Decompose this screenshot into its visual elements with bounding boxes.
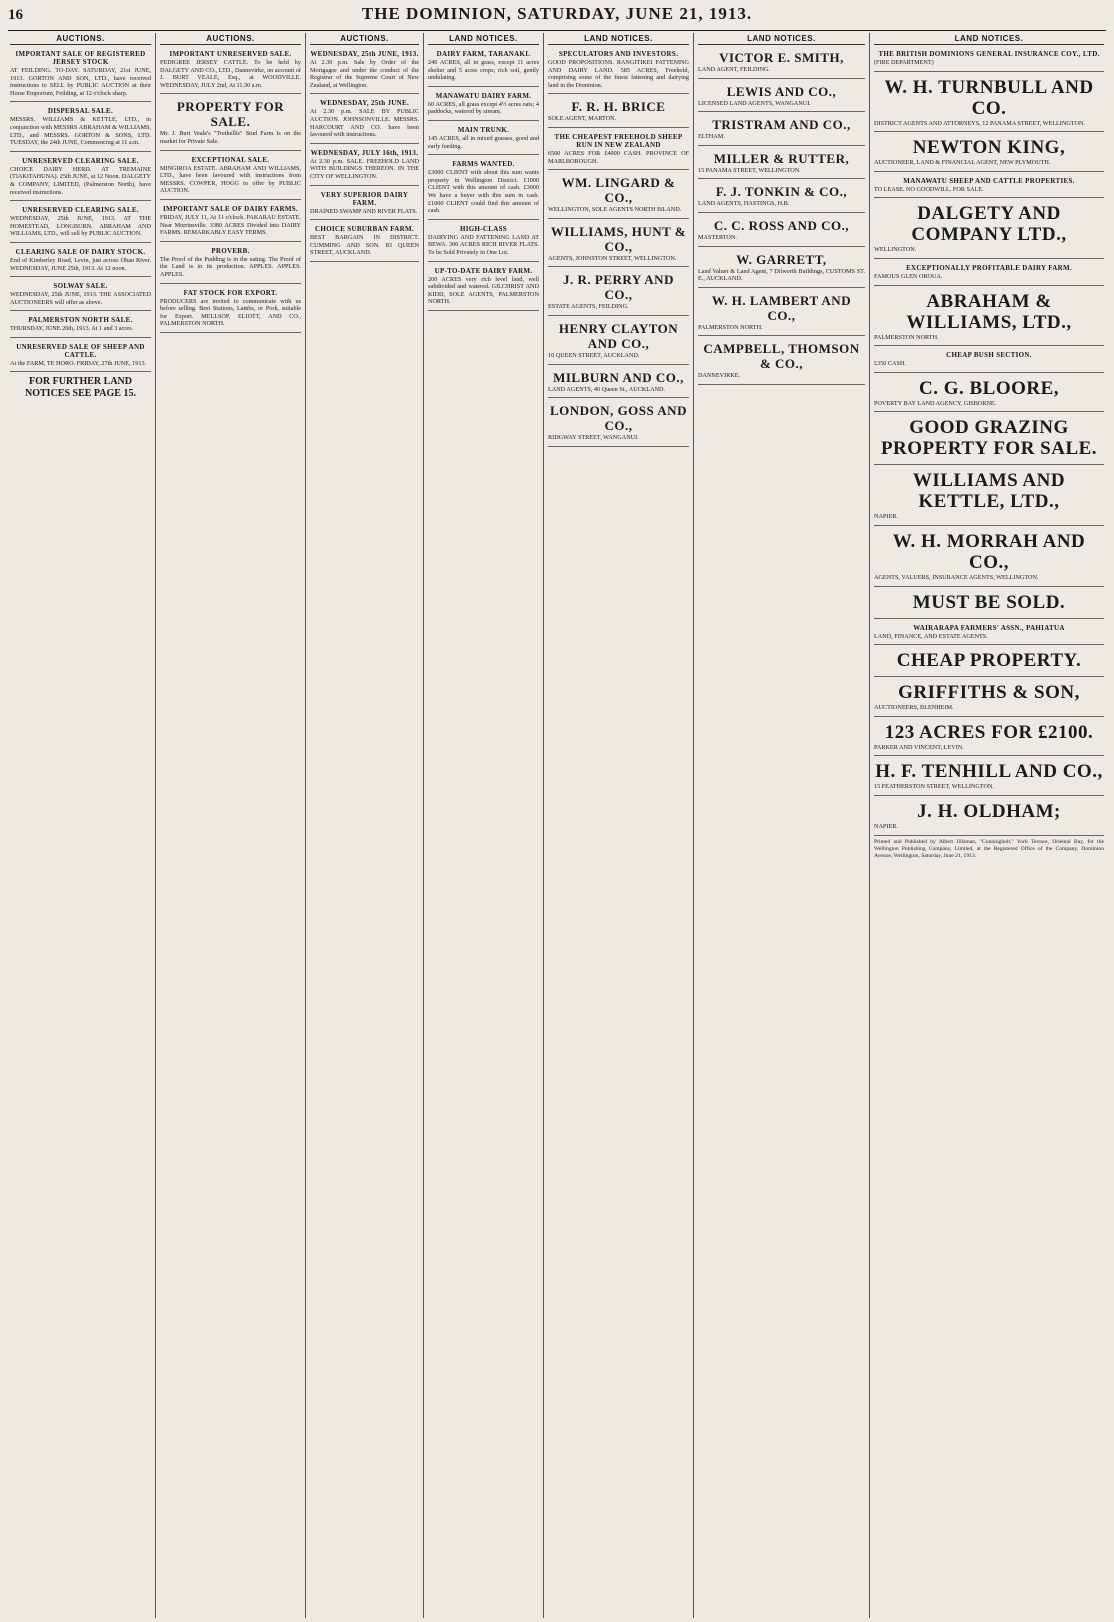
advertisement <box>698 291 865 337</box>
advertisement-title: FARMS WANTED. <box>452 160 515 169</box>
advertisement-title: CAMPBELL, THOMSON & CO., <box>703 341 860 372</box>
advertisement <box>10 341 151 373</box>
advertisement <box>874 799 1104 836</box>
advertisement-body: RIDGWAY STREET, WANGANUI. <box>548 434 639 442</box>
advertisement-title: W. H. TURNBULL AND CO. <box>884 76 1094 119</box>
column-heading: LAND NOTICES. <box>874 33 1104 45</box>
advertisement-body: ESTATE AGENTS, FEILDING. <box>548 303 629 311</box>
advertisement-body: At 2.30 p.m. SALE BY PUBLIC AUCTION. JOHNSONVILLE. MESSRS. HARCOURT AND CO. have been favoured with instructions. <box>310 108 419 139</box>
advertisement <box>10 314 151 338</box>
advertisement <box>310 223 419 262</box>
advertisement <box>428 158 539 220</box>
advertisement <box>874 720 1104 757</box>
advertisement <box>428 90 539 121</box>
advertisement-title: DISPERSAL SALE. <box>47 107 114 116</box>
advertisement-body: AUCTIONEER, LAND & FINANCIAL AGENT, NEW PLYMOUTH. <box>874 159 1051 167</box>
advertisement <box>548 97 689 128</box>
advertisement <box>698 216 865 247</box>
advertisement-title: CLEARING SALE OF DAIRY STOCK. <box>15 247 146 256</box>
advertisement-title: J. H. OLDHAM; <box>917 800 1061 822</box>
advertisement-title: THE BRITISH DOMINIONS GENERAL INSURANCE COY., LTD. <box>878 50 1100 58</box>
advertisement-title: NEWTON KING, <box>912 137 1066 159</box>
advertisement-title: IMPORTANT UNRESERVED SALE. <box>169 50 292 58</box>
advertisement <box>548 401 689 447</box>
advertisement-title: HIGH-CLASS <box>460 224 507 233</box>
advertisement-title: PROVERB. <box>211 246 250 255</box>
advertisement-title: VICTOR E. SMITH, <box>719 50 844 65</box>
advertisement <box>310 48 419 94</box>
advertisement-title: C. G. BLOORE, <box>918 377 1060 399</box>
advertisement-body: PEDIGREE JERSEY CATTLE. To be held by DALGETY AND CO., LTD., Dannevirke, on account of J. BURT VEALE, Esq., at WOODVILLE. WEDNESDAY, JULY 2nd, At 11.30 a.m. <box>160 59 301 89</box>
advertisement-body: PRODUCERS are invited to communicate with us before selling. Best Stations, Lambs, or Pork, suitable for Export. MELLSOP, ELIOTT, AND CO., PALMERSTON NORTH. <box>160 297 301 328</box>
advertisement-body: £3000 CLIENT with about this sum wants property in Wellington District. £1000 CLIENT with this amount of cash. £3000 We have a buyer with this sum in cash. £1000 CLIENT could find this amount of cash. <box>428 169 539 215</box>
advertisement-title: UNRESERVED CLEARING SALE. <box>22 156 139 165</box>
advertisement-title: HENRY CLAYTON AND CO., <box>558 320 679 351</box>
advertisement-title: IMPORTANT SALE OF DAIRY FARMS. <box>163 204 298 213</box>
advertisement-title: DAIRY FARM, TARANAKI. <box>436 50 531 58</box>
column-1 <box>6 33 156 1618</box>
advertisement <box>548 222 689 268</box>
advertisement-title: SPECULATORS AND INVESTORS. <box>558 50 679 58</box>
advertisement-body: LAND AGENTS, HASTINGS, H.B. <box>698 200 790 208</box>
advertisement-body: ELTHAM. <box>698 133 725 141</box>
advertisement-title: MUST BE SOLD. <box>912 591 1066 613</box>
advertisement-title: J. R. PERRY AND CO., <box>563 272 674 303</box>
advertisement-title: F. J. TONKIN & CO., <box>715 184 848 200</box>
advertisement-title: MANAWATU SHEEP AND CATTLE PROPERTIES. <box>903 176 1075 185</box>
advertisement <box>160 203 301 242</box>
advertisement-body: WELLINGTON. <box>874 246 917 254</box>
masthead <box>8 4 1106 31</box>
advertisement <box>874 759 1104 796</box>
advertisement <box>10 280 151 311</box>
advertisement-title: MANAWATU DAIRY FARM. <box>435 91 532 100</box>
advertisement-body: DRAINED SWAMP AND RIVER FLATS. <box>310 207 418 215</box>
advertisement-body: WEDNESDAY, 25th JUNE, 1913. THE ASSOCIATED AUCTIONEERS will offer as above. <box>10 291 151 306</box>
advertisement <box>160 97 301 150</box>
advertisement-body: 200 ACRES very rich level land, well subdivided and watered. GILCHRIST AND KIDD, SOLE AGENTS, PALMERSTON NORTH. <box>428 275 539 306</box>
advertisement-title: WEDNESDAY, 25th JUNE. <box>319 99 410 108</box>
advertisement-body: At the FARM, TE HORO. FRIDAY, 27th JUNE, 1913. <box>10 359 147 367</box>
advertisement <box>428 223 539 262</box>
advertisement-title: WILLIAMS, HUNT & CO., <box>550 223 687 254</box>
advertisement-body: THURSDAY, JUNE 26th, 1913. At 1 and 3 acres. <box>10 325 134 333</box>
advertisement-title: PROPERTY FOR SALE. <box>176 99 285 130</box>
column-3 <box>306 33 424 1618</box>
advertisement <box>10 48 151 102</box>
advertisement-body: SOLE AGENT, MARTON. <box>548 115 617 123</box>
column-heading: LAND NOTICES. <box>698 33 865 45</box>
advertisement <box>10 105 151 151</box>
advertisement-title: WEDNESDAY, 25th JUNE, 1913. <box>310 50 419 58</box>
advertisement-body: PARKER AND VINCENT, LEVIN. <box>874 743 964 751</box>
advertisement-body: At 2.30 p.m. Sale by Order of the Mortgagee and under the conduct of the Registrar of the Supreme Court of New Zealand, at Wellington. <box>310 59 419 89</box>
advertisement <box>548 48 689 94</box>
advertisement-body: LAND AGENTS, 40 Queen St., AUCKLAND. <box>548 385 666 393</box>
advertisement <box>160 48 301 94</box>
advertisement-title: ABRAHAM & WILLIAMS, LTD., <box>906 290 1072 333</box>
advertisement-title: F. R. H. BRICE <box>571 99 666 115</box>
advertisement-body: 240 ACRES, all in grass, except 11 acres shelter and 5 acres crops; rich soil, gently undulating. <box>428 59 539 82</box>
printer-imprint: Printed and Published by Albert Jillsman, "Conningholt," York Terrace, Oriental Bay, for the Wellington Publishing Company, Limited, at the Registered Office of the Company, Dominion Avenue, Wellington, Saturday, June 21, 1913. <box>874 838 1104 859</box>
advertisement <box>698 115 865 146</box>
advertisement <box>874 468 1104 526</box>
advertisement <box>698 182 865 213</box>
advertisement <box>310 189 419 221</box>
advertisement-body: WEDNESDAY, 25th JUNE, 1913. AT THE HOMESTEAD, LONGBURN. ABRAHAM AND WILLIAMS, LTD., will sell by PUBLIC AUCTION. <box>10 215 151 238</box>
advertisement <box>698 48 865 79</box>
advertisement-body: MINGIROA ESTATE. ABRAHAM AND WILLIAMS, LTD., have been favoured with instructions from MESSRS. COWPER, HOGG to offer by PUBLIC AUCTION. <box>160 164 301 195</box>
advertisement <box>10 155 151 201</box>
advertisement-body: £350 CASH. <box>874 360 906 368</box>
advertisement-body: POVERTY BAY LAND AGENCY, GISBORNE. <box>874 399 997 407</box>
further-notices-footer: FOR FURTHER LAND NOTICES SEE PAGE 15. <box>25 376 136 400</box>
paper-title: THE DOMINION, SATURDAY, JUNE 21, 1913. <box>361 4 753 23</box>
advertisement <box>310 97 419 143</box>
columns <box>6 33 1108 1618</box>
advertisement-body: GOOD PROPOSITIONS. RANGITIKEI FATTENING AND DAIRY LAND. 585 ACRES, Freehold, comprising some of the finest fattening and dairying land in the Dominion. <box>548 59 689 89</box>
advertisement-title: VERY SUPERIOR DAIRY FARM. <box>320 190 409 207</box>
advertisement-title: H. F. TENHILL AND CO., <box>875 761 1103 783</box>
advertisement-body: AT FEILDING. TO-DAY. SATURDAY, 21st JUNE, 1913. GORTON AND SON, LTD., have received instructions to SELL by PUBLIC AUCTION at their Horse Emporium, Feilding, at 12 o'clock sharp. <box>10 67 151 97</box>
advertisement-title: EXCEPTIONAL SALE. <box>191 155 270 164</box>
advertisement <box>874 529 1104 587</box>
advertisement-title: CHOICE SUBURBAN FARM. <box>315 225 414 234</box>
advertisement-body: LAND, FINANCE, AND ESTATE AGENTS. <box>874 632 988 640</box>
advertisement-body: The Proof of the Pudding is in the eating. The Proof of the Land is in its production. APPLES. APPLES. APPLES. <box>160 255 301 278</box>
advertisement-title: PALMERSTON NORTH SALE. <box>28 316 133 325</box>
advertisement <box>698 339 865 385</box>
advertisement-body: AGENTS, VALUERS, INSURANCE AGENTS, WELLINGTON. <box>874 573 1039 581</box>
advertisement <box>874 201 1104 259</box>
advertisement-title: MILBURN AND CO., <box>553 369 684 385</box>
advertisement <box>428 124 539 155</box>
advertisement-body: End of Kimberley Road, Levin, just across Ohau River. WEDNESDAY, JUNE 25th, 1913. At 12 noon. <box>10 256 151 272</box>
advertisement-title: WEDNESDAY, JULY 16th, 1913. <box>310 148 419 157</box>
advertisement <box>310 147 419 186</box>
advertisement-title: CHEAP BUSH SECTION. <box>946 351 1032 360</box>
advertisement-body: DISTRICT AGENTS AND ATTORNEYS, 12 PANAMA STREET, WELLINGTON. <box>874 119 1085 127</box>
advertisement <box>874 75 1104 133</box>
advertisement-body: NAPIER. <box>874 513 898 521</box>
advertisement-title: UNRESERVED SALE OF SHEEP AND CATTLE. <box>16 342 145 359</box>
advertisement-body: NAPIER. <box>874 822 898 830</box>
advertisement-body: FRIDAY, JULY 11, At 11 o'clock. PAKARAU ESTATE. Near Morrinsville. 3380 ACRES Divided into DAIRY FARMS. REMARKABLY EASY TERMS. <box>160 213 301 237</box>
advertisement <box>160 154 301 200</box>
advertisement-title: LONDON, GOSS AND CO., <box>550 403 687 434</box>
advertisement <box>160 287 301 333</box>
advertisement-body: PALMERSTON NORTH. <box>874 333 939 341</box>
column-2 <box>156 33 306 1618</box>
advertisement-title: THE CHEAPEST FREEHOLD SHEEP RUN IN NEW ZEALAND <box>554 132 683 149</box>
advertisement-title: C. C. ROSS AND CO., <box>713 217 850 233</box>
advertisement <box>428 265 539 311</box>
advertisement-title: MILLER & RUTTER, <box>713 150 850 166</box>
advertisement-title: FAT STOCK FOR EXPORT. <box>183 288 278 297</box>
column-7 <box>870 33 1108 1618</box>
column-heading: LAND NOTICES. <box>548 33 689 45</box>
advertisement-title: LEWIS AND CO., <box>726 83 837 99</box>
advertisement-title: WAIRARAPA FARMERS' ASSN., PAHIATUA <box>913 623 1065 632</box>
advertisement-body: CHOICE DAIRY HERD. AT TREMAINE (TIAKITAHUNA). 25th JUNE, at 12 Noon. DALGETY & COMPANY, LIMITED, (Palmerston North), have received instructions. <box>10 165 151 196</box>
advertisement-title: 123 ACRES FOR £2100. <box>884 721 1094 743</box>
advertisement <box>874 135 1104 172</box>
advertisement-body: At 2.30 p.m. SALE. FREEHOLD LAND WITH BUILDINGS THEREON. IN THE CITY OF WELLINGTON. <box>310 157 419 180</box>
advertisement-body: BEST BARGAIN IN DISTRICT. CUMMING AND SON. 83 QUEEN STREET, AUCKLAND. <box>310 234 419 257</box>
advertisement <box>548 131 689 170</box>
advertisement-title: W. GARRETT, <box>736 251 827 267</box>
advertisement-title: DALGETY AND COMPANY LTD., <box>911 203 1067 246</box>
advertisement-body: 145 ACRES, all in mixed grasses, good and early feeding. <box>428 134 539 150</box>
advertisement <box>548 368 689 399</box>
column-6 <box>694 33 870 1618</box>
advertisement-body: TO LEASE. NO GOODWILL. FOR SALE. <box>874 185 984 193</box>
advertisement-title: MAIN TRUNK. <box>457 125 510 134</box>
advertisement-body: 6500 ACRES FOR £4000 CASH. PROVINCE OF MARLBOROUGH. <box>548 149 689 165</box>
advertisement-title: UP-TO-DATE DAIRY FARM. <box>434 266 533 275</box>
advertisement-body: 15 PANAMA STREET, WELLINGTON. <box>698 166 801 174</box>
advertisement <box>698 250 865 288</box>
advertisement-title: EXCEPTIONALLY PROFITABLE DAIRY FARM. <box>906 263 1072 272</box>
advertisement-body: PALMERSTON NORTH. <box>698 323 763 331</box>
advertisement <box>160 245 301 284</box>
advertisement-body: WELLINGTON, SOLE AGENTS NORTH ISLAND. <box>548 206 682 214</box>
advertisement <box>10 204 151 243</box>
column-4 <box>424 33 544 1618</box>
advertisement-body: Land Valuer & Land Agent, 7 Dilworth Buildings, CUSTOMS ST. E., AUCKLAND. <box>698 267 865 283</box>
advertisement <box>874 349 1104 373</box>
advertisement-title: UNRESERVED CLEARING SALE. <box>22 206 139 215</box>
advertisement-body: 10 QUEEN STREET, AUCKLAND. <box>548 351 640 359</box>
advertisement-title: W. H. LAMBERT AND CO., <box>711 292 852 323</box>
advertisement-body: FAMOUS GLEN OROUA. <box>874 272 943 280</box>
advertisement-title: GOOD GRAZING PROPERTY FOR SALE. <box>880 417 1098 460</box>
advertisement-body: Mr. J. Burt Veale's "Trethellis" Stud Farm is on the market for Private Sale. <box>160 130 301 145</box>
advertisement-title: CHEAP PROPERTY. <box>896 650 1082 672</box>
advertisement <box>874 48 1104 72</box>
advertisement-title: SOLWAY SALE. <box>53 282 108 291</box>
column-heading: LAND NOTICES. <box>428 33 539 45</box>
advertisement-body: DANNEVIRKE. <box>698 372 741 380</box>
advertisement <box>548 270 689 316</box>
advertisement <box>874 175 1104 199</box>
advertisement <box>874 262 1104 286</box>
advertisement <box>874 289 1104 347</box>
column-heading: AUCTIONS. <box>160 33 301 45</box>
advertisement <box>874 376 1104 413</box>
column-heading: AUCTIONS. <box>310 33 419 45</box>
advertisement <box>10 246 151 277</box>
advertisement <box>874 415 1104 465</box>
column-heading: AUCTIONS. <box>10 33 151 45</box>
page-number: 16 <box>8 7 23 23</box>
advertisement-body: DAIRYING AND FATTENING LAND AT BEWA. 300 ACRES RICH RIVER FLATS. To be Sold Privately in One Lot. <box>428 233 539 256</box>
advertisement-title: IMPORTANT SALE OF REGISTERED JERSEY STOCK <box>15 50 146 66</box>
advertisement-body: LICENSED LAND AGENTS, WANGANUI. <box>698 99 811 107</box>
advertisement-title: WM. LINGARD & CO., <box>561 175 676 206</box>
advertisement-title: W. H. MORRAH AND CO., <box>892 530 1086 573</box>
advertisement-body: 15 FEATHERSTON STREET, WELLINGTON. <box>874 783 995 791</box>
advertisement <box>428 48 539 87</box>
advertisement-title: TRISTRAM AND CO., <box>712 117 851 133</box>
advertisement-body: 60 ACRES, all grass except 4½ acres oats; 4 paddocks, watered by stream. <box>428 100 539 116</box>
advertisement <box>874 622 1104 646</box>
advertisement-body: AUCTIONEERS, BLENHEIM. <box>874 704 954 712</box>
column-5 <box>544 33 694 1618</box>
advertisement <box>698 82 865 113</box>
advertisement <box>548 319 689 365</box>
advertisement <box>698 149 865 180</box>
advertisement-body: AGENTS, JOHNSTON STREET, WELLINGTON. <box>548 254 677 262</box>
advertisement <box>874 590 1104 619</box>
advertisement-body: (FIRE DEPARTMENT) <box>874 59 934 66</box>
advertisement-body: MESSRS. WILLIAMS & KETTLE, LTD., in conjunction with MESSRS ABRAHAM & WILLIAMS, LTD., and MESSRS. GORTON & SONS, LTD. TUESDAY, the 24th JUNE, Commencing at 11 a.m. <box>10 116 151 147</box>
advertisement <box>548 173 689 219</box>
advertisement-title: WILLIAMS AND KETTLE, LTD., <box>912 470 1066 513</box>
advertisement-title: GRIFFITHS & SON, <box>898 682 1080 704</box>
advertisement <box>874 680 1104 717</box>
advertisement-body: MASTERTON. <box>698 233 737 241</box>
advertisement-body: LAND AGENT, FEILDING. <box>698 66 771 73</box>
advertisement <box>874 648 1104 677</box>
